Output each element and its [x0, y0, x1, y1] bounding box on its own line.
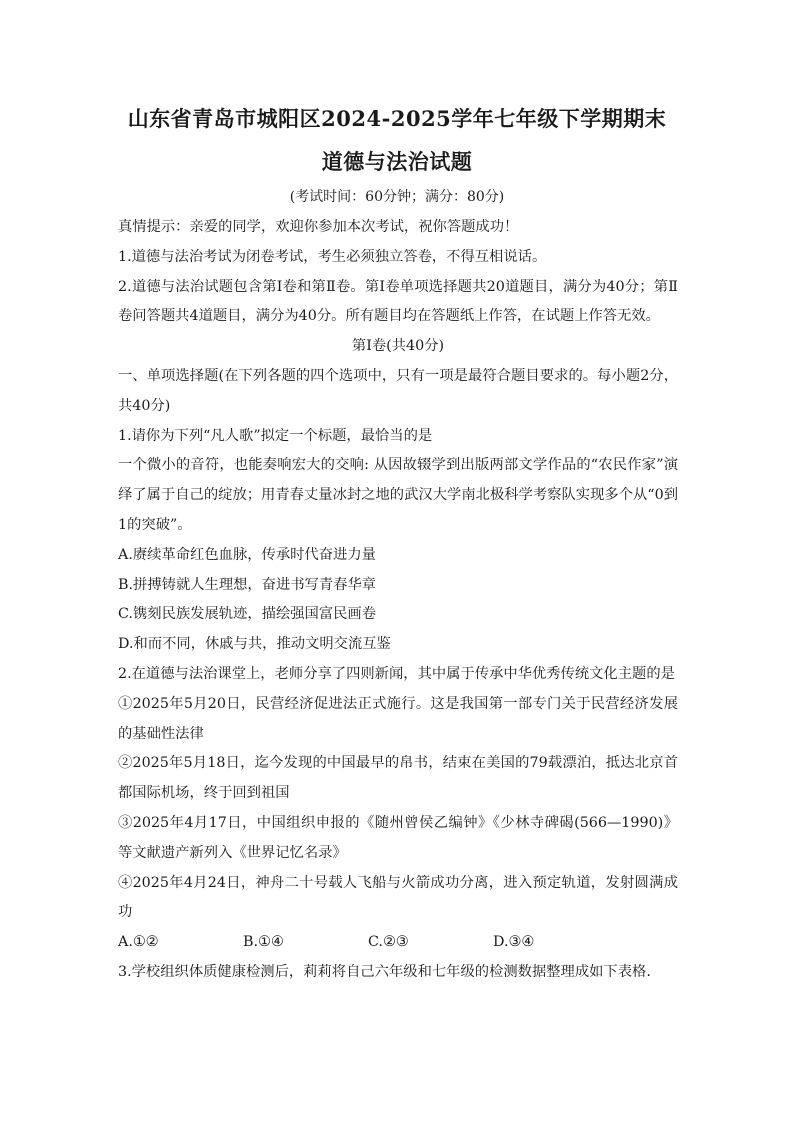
- question-1-option-c: C.镌刻民族发展轨迹，描绘强国富民画卷: [118, 606, 377, 623]
- notice-rule-1: 1.道德与法治考试为闭卷考试，考生必须独立答卷，不得互相说话。: [118, 248, 547, 265]
- part-title: 一、单项选择题(在下列各题的四个选项中，只有一项是最符合题目要求的。每小题2分，共40分): [118, 367, 678, 414]
- question-1-option-d: D.和而不同，休戚与共，推动文明交流互鉴: [118, 636, 391, 653]
- exam-body: [118, 213, 678, 988]
- question-1-option-b: B.拼搏铸就人生理想，奋进书写青春华章: [118, 576, 377, 593]
- question-2-item-3: ③2025年4月17日，中国组织申报的《随州曾侯乙编钟》《少林寺碑碣(566—1990)》等文献遗产新列入《世界记忆名录》: [118, 814, 678, 861]
- page-title: 山东省青岛市城阳区2024-2025学年七年级下学期期末: [127, 106, 667, 131]
- question-1-material: 一个微小的音符，也能奏响宏大的交响: 从因故辍学到出版两部文学作品的“农民作家”演绎了属于自己的绽放；用青春丈量冰封之地的武汉大学南北极科学考察队实现多个从“0到1的突破”。: [118, 457, 678, 533]
- notice-rule-2: 2.道德与法治试题包含第Ⅰ卷和第Ⅱ卷。第Ⅰ卷单项选择题共20道题目，满分为40分；第Ⅱ卷问答题共4道题目，满分为40分。所有题目均在答题纸上作答，在试题上作答无效。: [118, 278, 678, 325]
- question-1-option-a: A.赓续革命红色血脉，传承时代奋进力量: [118, 546, 376, 563]
- question-2-stem: 2.在道德与法治课堂上，老师分享了四则新闻，其中属于传承中华优秀传统文化主题的是: [118, 665, 675, 682]
- question-3-stem: 3.学校组织体质健康检测后，莉莉将自己六年级和七年级的检测数据整理成如下表格.: [118, 963, 651, 980]
- volume-title: 第Ⅰ卷(共40分): [351, 338, 445, 355]
- page-subtitle: 道德与法治试题: [321, 149, 473, 174]
- question-2-options: [118, 928, 678, 958]
- question-2-option-d: D.③④: [493, 934, 535, 951]
- question-2-option-c: C.②③: [368, 934, 409, 951]
- question-1-stem: 1.请你为下列“凡人歌”拟定一个标题，最恰当的是: [118, 427, 433, 444]
- question-2-item-4: ④2025年4月24日，神舟二十号载人飞船与火箭成功分离，进入预定轨道，发射圆满成功: [118, 874, 678, 921]
- question-2-item-1: ①2025年5月20日，民营经济促进法正式施行。这是我国第一部专门关于民营经济发展的基础性法律: [118, 695, 678, 742]
- exam-info: (考试时间：60分钟；满分：80分): [289, 189, 505, 205]
- question-2-item-2: ②2025年5月18日，迄今发现的中国最早的帛书，结束在美国的79载漂泊，抵达北京首都国际机场，终于回到祖国: [118, 755, 678, 802]
- question-2-option-a: A.①②: [118, 934, 159, 951]
- notice-greeting: 真情提示：亲爱的同学，欢迎你参加本次考试，祝你答题成功！: [118, 219, 519, 235]
- question-2-option-b: B.①④: [243, 934, 284, 951]
